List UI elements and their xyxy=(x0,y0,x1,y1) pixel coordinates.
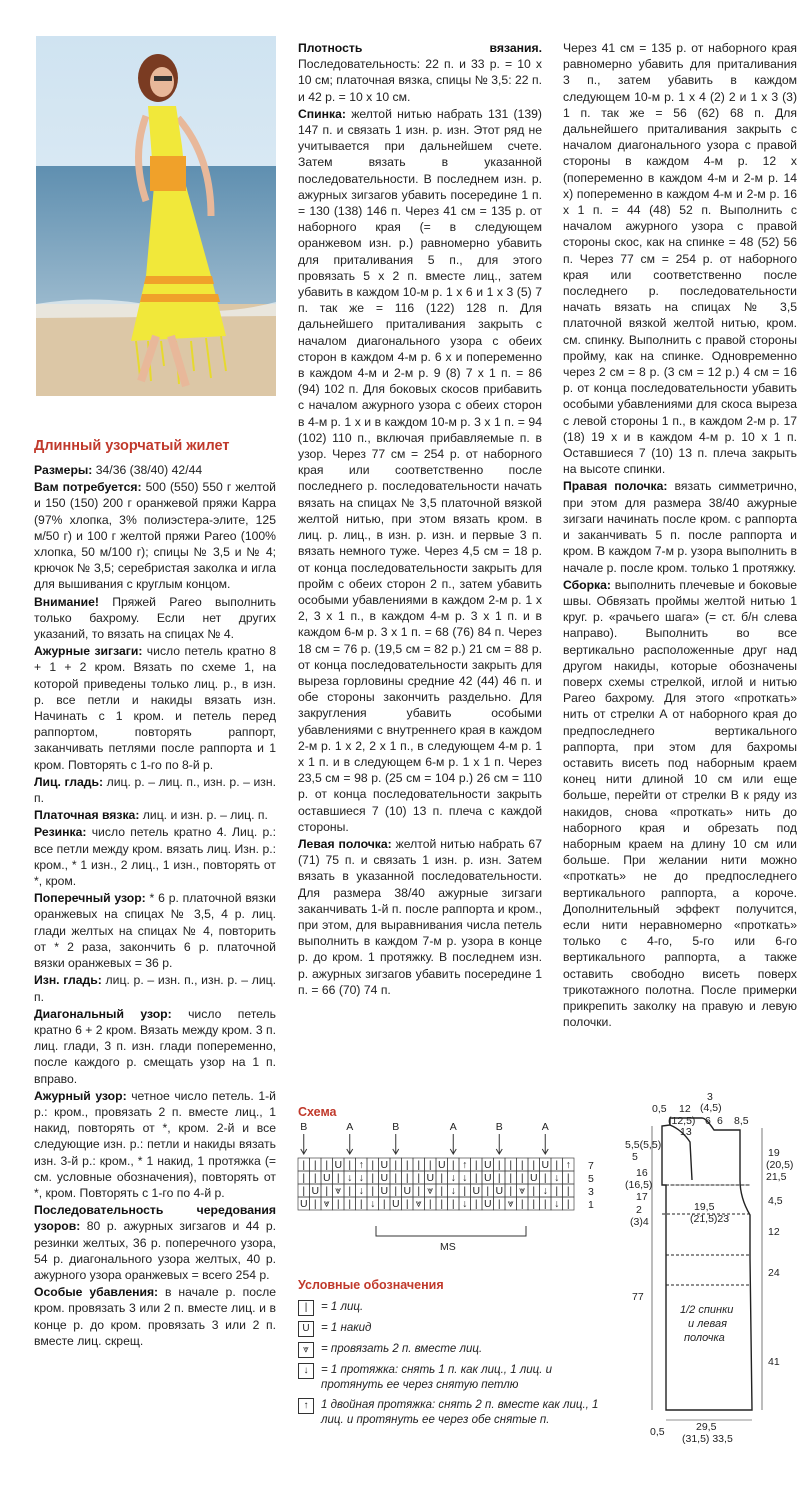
dim-top-f: 6 xyxy=(705,1115,711,1127)
chart-symbol: | xyxy=(405,1159,409,1171)
chart-symbol: | xyxy=(497,1198,501,1210)
col2-paragraph xyxy=(298,106,542,835)
paragraph-label: Левая полочка: xyxy=(298,836,392,851)
chart-symbol: | xyxy=(417,1172,421,1184)
down-arrow-icon xyxy=(450,1134,456,1154)
stitch-symbol-icon: ⩔ xyxy=(298,1342,314,1358)
paragraph-text: число петель кратно 8 + 1 + 2 кром. Вязать по схеме 1, на которой приведены только лиц. р., в изн. р. все петли и накиды вязать изн. Начинать с 1 кром. и петель перед раппортом, повторять раппорт, заканчивать петлями после раппорта и 1 кром. Повторять с 1-го по 8-й р. xyxy=(34,644,277,772)
chart-symbol: | xyxy=(371,1172,375,1184)
dim-left-9: 0,5 xyxy=(650,1426,665,1438)
chart-symbol: | xyxy=(371,1185,375,1197)
chart-symbol: U xyxy=(495,1185,504,1197)
chart-symbol: ↑ xyxy=(565,1159,571,1171)
dim-waist-2: (21,5)23 xyxy=(690,1213,730,1225)
paragraph-text: число петель кратно 6 + 2 кром. Вязать между кром. 3 п. лиц. глади, 3 п. изн. глади попеременно, после каждого р. смещать узор на 1 п. вправо. xyxy=(34,1006,276,1086)
col2-paragraph xyxy=(298,40,542,105)
chart-symbol: ↓ xyxy=(347,1172,353,1184)
text-column-2 xyxy=(298,40,542,999)
paragraph-label: Резинка: xyxy=(34,825,87,840)
paragraph-label: Плотность вязания. xyxy=(298,41,542,55)
chart-symbol: ↓ xyxy=(462,1172,468,1184)
col1-paragraph xyxy=(34,479,276,592)
paragraph-label: Особые убавления: xyxy=(34,1285,159,1300)
chart-symbol: U xyxy=(380,1185,389,1197)
chart-symbol: U xyxy=(437,1159,446,1171)
chart-symbol: | xyxy=(566,1198,570,1210)
col1-paragraph xyxy=(34,1202,276,1283)
paragraph-label: Правая полочка: xyxy=(563,479,668,494)
paragraph-label: Ажурные зигзаги: xyxy=(34,644,143,659)
chart-symbol: | xyxy=(417,1159,421,1171)
dim-top-g: 13 xyxy=(680,1126,692,1138)
ms-label: MS xyxy=(440,1241,456,1253)
col1-paragraph xyxy=(34,890,276,971)
paragraph-text: 500 (550) 550 г желтой и 150 (150) 200 г оранжевой пряжи Карра (97% хлопка, 3% полиэстера-элите, 125 м/50 г) и 100 г желтой пряжи Pareo (100% хлопка, 50 м/100 г); спицы № 3,5 и № 4; крючок № 3,5; серебристая заколка и игла для вышивания с круглым концом. xyxy=(34,480,276,592)
down-arrow-icon xyxy=(347,1134,353,1154)
paragraph-text: четное число петель. 1-й р.: кром., провязать 2 п. вместе лиц., 1 накид, повторять от *, кром. 2-й и все следующие изн. р.: петли и накиды вязать изн. 3-й р.: кром., * 1 накид, 1 протяжка (= см. условные обозначения), повторять от *, кром. Повторять с 1-го по 4-й р. xyxy=(34,1088,276,1200)
row-number: 1 xyxy=(588,1199,594,1211)
dim-right-1: 19 xyxy=(768,1147,780,1159)
dim-left-7: (3)4 xyxy=(630,1216,649,1228)
paragraph-text: число петель кратно 4. Лиц. р.: все петли между кром. вязать лиц. Изн. р.: кром., * 1 изн., 2 лиц., 1 изн., повторять от *, кром. xyxy=(34,825,276,889)
row-number: 7 xyxy=(588,1160,594,1172)
down-arrow-icon xyxy=(542,1134,548,1154)
chart-symbol: | xyxy=(302,1159,306,1171)
stitch-chart xyxy=(290,1118,610,1268)
chart-symbol: | xyxy=(451,1198,455,1210)
col1-paragraph xyxy=(34,594,276,643)
chart-symbol: ⩔ xyxy=(323,1198,330,1210)
paragraph-label: Вам потребуется: xyxy=(34,480,142,495)
col1-paragraph xyxy=(34,643,276,773)
chart-symbol: | xyxy=(566,1185,570,1197)
dim-left-2: 5 xyxy=(632,1151,638,1163)
dim-top-e: (12,5) xyxy=(668,1115,696,1127)
col3-paragraph xyxy=(563,478,797,575)
paragraph-text: в начале р. после кром. провязать 3 или 2 п. вместе лиц. и в конце р. до кром. провязать 3 или 2 п. вместе лиц. скрещ. xyxy=(34,1285,276,1348)
down-arrow-icon xyxy=(393,1134,399,1154)
chart-symbol: | xyxy=(417,1185,421,1197)
fringe-arrow-label: A xyxy=(541,1121,549,1133)
legend-row xyxy=(298,1300,608,1316)
dim-right-4: 4,5 xyxy=(768,1195,783,1207)
text-column-3 xyxy=(563,40,797,1031)
dim-left-4: (16,5) xyxy=(625,1179,653,1191)
fringe-arrow-label: A xyxy=(449,1121,457,1133)
legend-text: = 1 протяжка: снять 1 п. как лиц., 1 лиц. и протянуть ее через снятую петлю xyxy=(321,1364,553,1391)
legend-text: = 1 накид xyxy=(321,1322,372,1334)
chart-symbol: U xyxy=(391,1198,400,1210)
pattern-label-2: и левая xyxy=(688,1318,727,1330)
dim-left-8: 77 xyxy=(632,1291,644,1303)
pattern-label-3: полочка xyxy=(684,1332,725,1344)
chart-symbol: | xyxy=(451,1159,455,1171)
chart-symbol: | xyxy=(497,1159,501,1171)
down-arrow-icon xyxy=(301,1134,307,1154)
chart-symbol: | xyxy=(486,1185,490,1197)
chart-symbol: | xyxy=(428,1198,432,1210)
col1-paragraph xyxy=(34,972,276,1004)
dim-left-5: 17 xyxy=(636,1191,648,1203)
paragraph-text: выполнить плечевые и боковые швы. Обвязать проймы желтой нитью 1 круг. р. «рачьего шага» (= ст. б/н слева направо). Выполнить во все вертикально расположенные друг над другом накиды, которые обозначены поверх схемы стрелкой, иглой и нитью Pareo бахрому. Для этого «проткать» нить от стрелки А от наборного края до предпоследнего вертикального раппорта, при этом для бахромы оставить висеть под наборным краем конец нити длиной 10 см или еще больше, перейти от стрелки В к ряду из накидов, снова «проткать» нить до наборного края и обрезать под наборным краем на длину 10 см или больше. При желании нити можно «проткать» не до предпоследнего вертикального раппорта, а короче. Дополнительный эффект получится, если нити неравномерно «проткать» только с 4-го, 5-го или 6-го вертикального раппорта, а также оставить свободно висеть поверх трикотажного полотна. После примерки прикрепить заколку на правую и левую полочки. xyxy=(563,577,797,1030)
chart-symbol: ↓ xyxy=(450,1172,456,1184)
paragraph-label: Последовательность чередования узоров: xyxy=(34,1203,276,1234)
dim-top-a: 3 xyxy=(707,1091,713,1103)
chart-symbol: U xyxy=(380,1159,389,1171)
chart-symbol: | xyxy=(440,1198,444,1210)
chart-symbol: | xyxy=(463,1185,467,1197)
chart-symbol: U xyxy=(334,1159,343,1171)
chart-symbol: | xyxy=(440,1185,444,1197)
chart-symbol: | xyxy=(509,1185,513,1197)
dim-left-6: 2 xyxy=(636,1204,642,1216)
chart-symbol: | xyxy=(325,1185,329,1197)
chart-symbol: | xyxy=(405,1172,409,1184)
chart-symbol: ↑ xyxy=(462,1159,468,1171)
chart-symbol: ⩔ xyxy=(415,1198,422,1210)
chart-symbol: ↓ xyxy=(542,1185,548,1197)
chart-symbol: | xyxy=(382,1198,386,1210)
stitch-symbol-icon: U xyxy=(298,1321,314,1337)
paragraph-text: желтой нитью набрать 67 (71) 75 п. и связать 1 изн. р. изн. Затем вязать в указанной последовательности. Для размера 38/40 ажурные зигзаги заканчивать 1-й п. после раппорта и кром., при этом, для выравнивания числа петель выполнить в каждом 7-м р. узора в конце р. до кром. 1 протяжку. В последнем изн. р. ажурных зигзагов убавить посередине 1 п. = 66 (70) 74 п. xyxy=(298,836,542,997)
chart-symbol: U xyxy=(299,1198,308,1210)
chart-symbol: U xyxy=(483,1198,492,1210)
chart-symbol: | xyxy=(532,1198,536,1210)
col1-paragraph xyxy=(34,807,276,823)
paragraph-label: Сборка: xyxy=(563,577,611,592)
chart-symbol: | xyxy=(566,1172,570,1184)
chart-symbol: | xyxy=(371,1159,375,1171)
chart-symbol: ⩔ xyxy=(507,1198,514,1210)
row-number: 5 xyxy=(588,1173,594,1185)
chart-symbol: | xyxy=(440,1172,444,1184)
col1-paragraph xyxy=(34,1006,276,1087)
paragraph-text: Через 41 см = 135 р. от наборного края равномерно убавить для приталивания 3 п., затем убавить в каждом следующем 10-м р. 1 х 4 (2) 2 и 1 х 3 (3) 1 п. так же = 56 (62) 68 п. Для дальнейшего приталивания закрыть с началом диагонального узора с правой стороны в каждом 4-м р. 12 х (попеременно в каждом 4-м и 2-м р. 14 х) попеременно в каждом 4-м и 2-м р. 16 х 1 п. = 44 (48) 52 п. Выполнить с началом ажурного узора с правой стороны скос, как на спинке = 48 (52) 56 п. Через 77 см = 254 р. от наборного края или соответственно после последнего р. последовательности начать вязать на спицах № 3,5 платочной вязкой желтой нитью, кром. см. спинку. Выполнить с правой стороны пройму, как на спинке. Одновременно через 2 см = 8 р. (3 см = 12 р.) 4 см = 16 р. от конца последовательности убавить особыми убавлениями для скоса выреза с левой стороны 1 п., в каждом 2-м р. 17 (18) 19 х и в каждом 4-м р. 10 х 1 п. Оставшиеся 7 (10) 13 п. плеча закрыть на высоте спинки. xyxy=(563,41,797,477)
chart-symbol: | xyxy=(313,1172,317,1184)
chart-symbol: U xyxy=(483,1159,492,1171)
chart-symbol: | xyxy=(520,1159,524,1171)
chart-symbol: | xyxy=(336,1172,340,1184)
paragraph-label: Внимание! xyxy=(34,594,99,609)
legend-row xyxy=(298,1363,608,1393)
chart-symbol: | xyxy=(543,1198,547,1210)
dim-right-5: 12 xyxy=(768,1226,780,1238)
dim-top-b: (4,5) xyxy=(700,1102,722,1114)
chart-symbol: U xyxy=(483,1172,492,1184)
chart-symbol: | xyxy=(497,1172,501,1184)
dim-right-6: 24 xyxy=(768,1267,780,1279)
paragraph-label: Платочная вязка: xyxy=(34,808,140,823)
chart-symbol: | xyxy=(555,1159,559,1171)
paragraph-text: 34/36 (38/40) 42/44 xyxy=(92,463,203,477)
chart-symbol: | xyxy=(532,1185,536,1197)
dim-top-d: 12 xyxy=(679,1103,691,1115)
chart-symbol: | xyxy=(474,1198,478,1210)
legend-list xyxy=(298,1300,608,1433)
chart-symbol: ⩔ xyxy=(427,1185,434,1197)
chart-symbol: | xyxy=(348,1159,352,1171)
chart-symbol: ↓ xyxy=(358,1185,364,1197)
chart-symbol: | xyxy=(509,1172,513,1184)
chart-symbol: U xyxy=(311,1185,320,1197)
fringe-arrow-label: B xyxy=(300,1121,308,1133)
chart-symbol: | xyxy=(532,1159,536,1171)
chart-symbol: U xyxy=(322,1172,331,1184)
chart-symbol: | xyxy=(520,1198,524,1210)
chart-symbol: | xyxy=(520,1172,524,1184)
chart-symbol: | xyxy=(405,1198,409,1210)
col1-paragraph xyxy=(34,1088,276,1201)
legend-row xyxy=(298,1342,608,1358)
dim-bottom-1: 29,5 xyxy=(696,1421,717,1433)
paragraph-text: лиц. р. – изн. п., изн. р. – лиц. п. xyxy=(34,973,277,1004)
chart-symbol: | xyxy=(336,1198,340,1210)
paragraph-text: Последовательность: 22 п. и 33 р. = 10 х 10 см; платочная вязка, спицы № 3,5: 22 п. и 42 р. = 10 х 10 см. xyxy=(298,57,542,104)
dim-left-3: 16 xyxy=(636,1167,648,1179)
paragraph-text: * 6 р. платочной вязки оранжевых на спицах № 3,5, 4 р. лиц. глади желтых на спицах № 4, повторить от * 2 раза, закончить 6 р. платочной вязки оранжевых = 36 р. xyxy=(34,891,276,971)
legend-text: 1 двойная протяжка: снять 2 п. вместе как лиц., 1 лиц. и протянуть ее через обе снятые п. xyxy=(321,1399,599,1426)
legend-title: Условные обозначения xyxy=(298,1278,444,1292)
paragraph-text: лиц. и изн. р. – лиц. п. xyxy=(139,808,268,823)
chart-symbol: | xyxy=(325,1159,329,1171)
chart-symbol: ↓ xyxy=(450,1185,456,1197)
model-photo xyxy=(36,36,276,396)
paragraph-label: Поперечный узор: xyxy=(34,891,146,906)
paragraph-text: Пряжей Pareo выполнить только бахрому. Если нет других указаний, то вязать на спицах № 4. xyxy=(34,594,276,642)
chart-symbol: U xyxy=(529,1172,538,1184)
legend-row xyxy=(298,1398,608,1428)
chart-symbol: | xyxy=(302,1172,306,1184)
paragraph-text: лиц. р. – лиц. п., изн. р. – изн. п. xyxy=(34,774,277,806)
text-column-1 xyxy=(34,462,276,1350)
chart-symbol: U xyxy=(541,1159,550,1171)
down-arrow-icon xyxy=(496,1134,502,1154)
paragraph-label: Диагональный узор: xyxy=(34,1006,172,1021)
chart-symbol: | xyxy=(348,1185,352,1197)
col3-paragraph xyxy=(563,577,797,1031)
legend-text: = провязать 2 п. вместе лиц. xyxy=(321,1343,483,1355)
col1-paragraph xyxy=(34,1284,276,1349)
stitch-symbol-icon: ↓ xyxy=(298,1363,314,1379)
chart-symbol: ⩔ xyxy=(519,1185,526,1197)
chart-symbol: | xyxy=(555,1185,559,1197)
paragraph-label: Изн. гладь: xyxy=(34,973,102,988)
dim-bottom-2: (31,5) 33,5 xyxy=(682,1433,733,1445)
chart-symbol: | xyxy=(313,1198,317,1210)
article-title: Длинный узорчатый жилет xyxy=(34,438,230,454)
chart-symbol: | xyxy=(509,1159,513,1171)
dim-top-i: 8,5 xyxy=(734,1115,749,1127)
chart-symbol: | xyxy=(348,1198,352,1210)
chart-symbol: | xyxy=(394,1172,398,1184)
chart-symbol: U xyxy=(403,1185,412,1197)
paragraph-text: желтой нитью набрать 131 (139) 147 п. и связать 1 изн. р. изн. Этот ряд не учитывается при дальнейшем счете. Затем вязать в указанной последовательности. В последнем изн. р. ажурных зигзагов убавить посередине 1 п. = 130 (138) 146 п. Через 41 см = 135 р. от наборного края (= в следующем оранжевом изн. р.) равномерно убавить для приталивания 5 п., для этого провязать 5 х 2 п. вместе лиц., затем убавить в каждом 10-м р. 1 х 6 и 1 х 3 (5) 7 п. так же = 116 (122) 128 п. Для дальнейшего приталивания закрыть с началом диагонального узора с обеих сторон в каждом 4-м р. 6 х и попеременно в каждом 4-м и 2-м р. 9 (8) 7 х 1 п. = 86 (94) 102 п. Для боковых скосов прибавить с началом ажурного узора с обеих сторон в 4-м р. 1 х и в каждом 10-м р. 3 х 1 п. = 94 (102) 110 п., включая прибавляемые п. в узор. Через 77 см = 254 р. от наборного края или соответственно после последнего р. последовательности начать вязать на спицах № 3,5 платочной вязкой желтой нитью, при этом вязать кром. в лиц. р. лиц., в изн. р. изн. и первые 3 п. вязать немного туже. Через 4,5 см = 18 р. от конца последовательности закрыть для пройм с обеих сторон 2 п., затем убавить особыми убавлениями в каждом 2-м р. 1 х 2, 3 х 1 п., в каждом 4-м р. 3 х 1 п. и в каждом 6-м р. 3 х 1 п. = 68 (76) 84 п. Через 18 см = 76 р. (19,5 см = 82 р.) 21 см = 88 р. от конца последовательности закрыть для выреза горловины средние 42 (44) 46 п. и обе стороны закончить раздельно. Для закругления убавить особыми убавлениями с внутреннего края в каждом 2-м р. 1 х 2, 2 х 1 п., в следующем 4-м р. 1 х 1 п. и в следующем 6-м р. 1 х 1 п. Через 23,5 см = 98 р. (25 см = 104 р.) 26 см = 110 р. от конца последовательности закрыть оставшиеся 7 (10) 13 п. плеча с каждой стороны. xyxy=(298,106,542,834)
fringe-arrow-label: A xyxy=(346,1121,354,1133)
col1-paragraph xyxy=(34,774,276,806)
chart-symbol: U xyxy=(472,1185,481,1197)
dim-right-3: 21,5 xyxy=(766,1171,787,1183)
chart-symbol: | xyxy=(359,1198,363,1210)
dim-top-h: 6 xyxy=(717,1115,723,1127)
paragraph-label: Лиц. гладь: xyxy=(34,774,104,789)
dim-top-c: 0,5 xyxy=(652,1103,667,1115)
dim-right-2: (20,5) xyxy=(766,1159,794,1171)
chart-symbol: U xyxy=(426,1172,435,1184)
fringe-arrow-label: B xyxy=(392,1121,400,1133)
chart-symbol: ↑ xyxy=(358,1159,364,1171)
paragraph-text: вязать симметрично, при этом для размера 38/40 ажурные зигзаги начинать после кром. с раппорта и заканчивать 5 п. после раппорта и кром. В каждом 7-м р. узора выполнить в начале р. после кром. только 1 протяжку. xyxy=(563,479,798,575)
col2-paragraph xyxy=(298,836,542,998)
dim-waist-1: 19,5 xyxy=(694,1201,715,1213)
fringe-arrow-label: B xyxy=(495,1121,503,1133)
paragraph-label: Ажурный узор: xyxy=(34,1088,127,1103)
chart-symbol: | xyxy=(302,1185,306,1197)
chart-symbol: | xyxy=(474,1172,478,1184)
col1-paragraph xyxy=(34,462,276,478)
stitch-symbol-icon: ↑ xyxy=(298,1398,314,1414)
dim-right-7: 41 xyxy=(768,1356,780,1368)
paragraph-label: Размеры: xyxy=(34,463,93,477)
chart-symbol: | xyxy=(394,1185,398,1197)
legend-text: = 1 лиц. xyxy=(321,1301,364,1313)
chart-symbol: ↓ xyxy=(462,1198,468,1210)
chart-symbol: | xyxy=(474,1159,478,1171)
legend-row xyxy=(298,1321,608,1337)
chart-symbol: ↓ xyxy=(554,1198,560,1210)
pattern-label-1: 1/2 спинки xyxy=(680,1304,734,1316)
row-number: 3 xyxy=(588,1186,594,1198)
chart-symbol: ↓ xyxy=(370,1198,376,1210)
chart-symbol: ⩔ xyxy=(335,1185,342,1197)
paragraph-label: Спинка: xyxy=(298,106,346,121)
chart-symbol: | xyxy=(543,1172,547,1184)
chart-symbol: | xyxy=(394,1159,398,1171)
chart-symbol: | xyxy=(313,1159,317,1171)
garment-pattern xyxy=(622,1090,807,1450)
stitch-symbol-icon: | xyxy=(298,1300,314,1316)
schema-title: Схема xyxy=(298,1105,337,1119)
col1-paragraph xyxy=(34,824,276,889)
chart-symbol: | xyxy=(428,1159,432,1171)
chart-symbol: ↓ xyxy=(358,1172,364,1184)
dim-left-1: 5,5(5,5) xyxy=(625,1139,662,1151)
chart-symbol: ↓ xyxy=(554,1172,560,1184)
col3-paragraph xyxy=(563,40,797,477)
chart-symbol: U xyxy=(380,1172,389,1184)
paragraph-text: 80 р. ажурных зигзагов и 44 р. резинки желтых, 36 р. поперечного узора, 54 р. диагонального узора желтых, 40 р. ажурного узора оранжевых = всего 254 р. xyxy=(34,1219,276,1282)
